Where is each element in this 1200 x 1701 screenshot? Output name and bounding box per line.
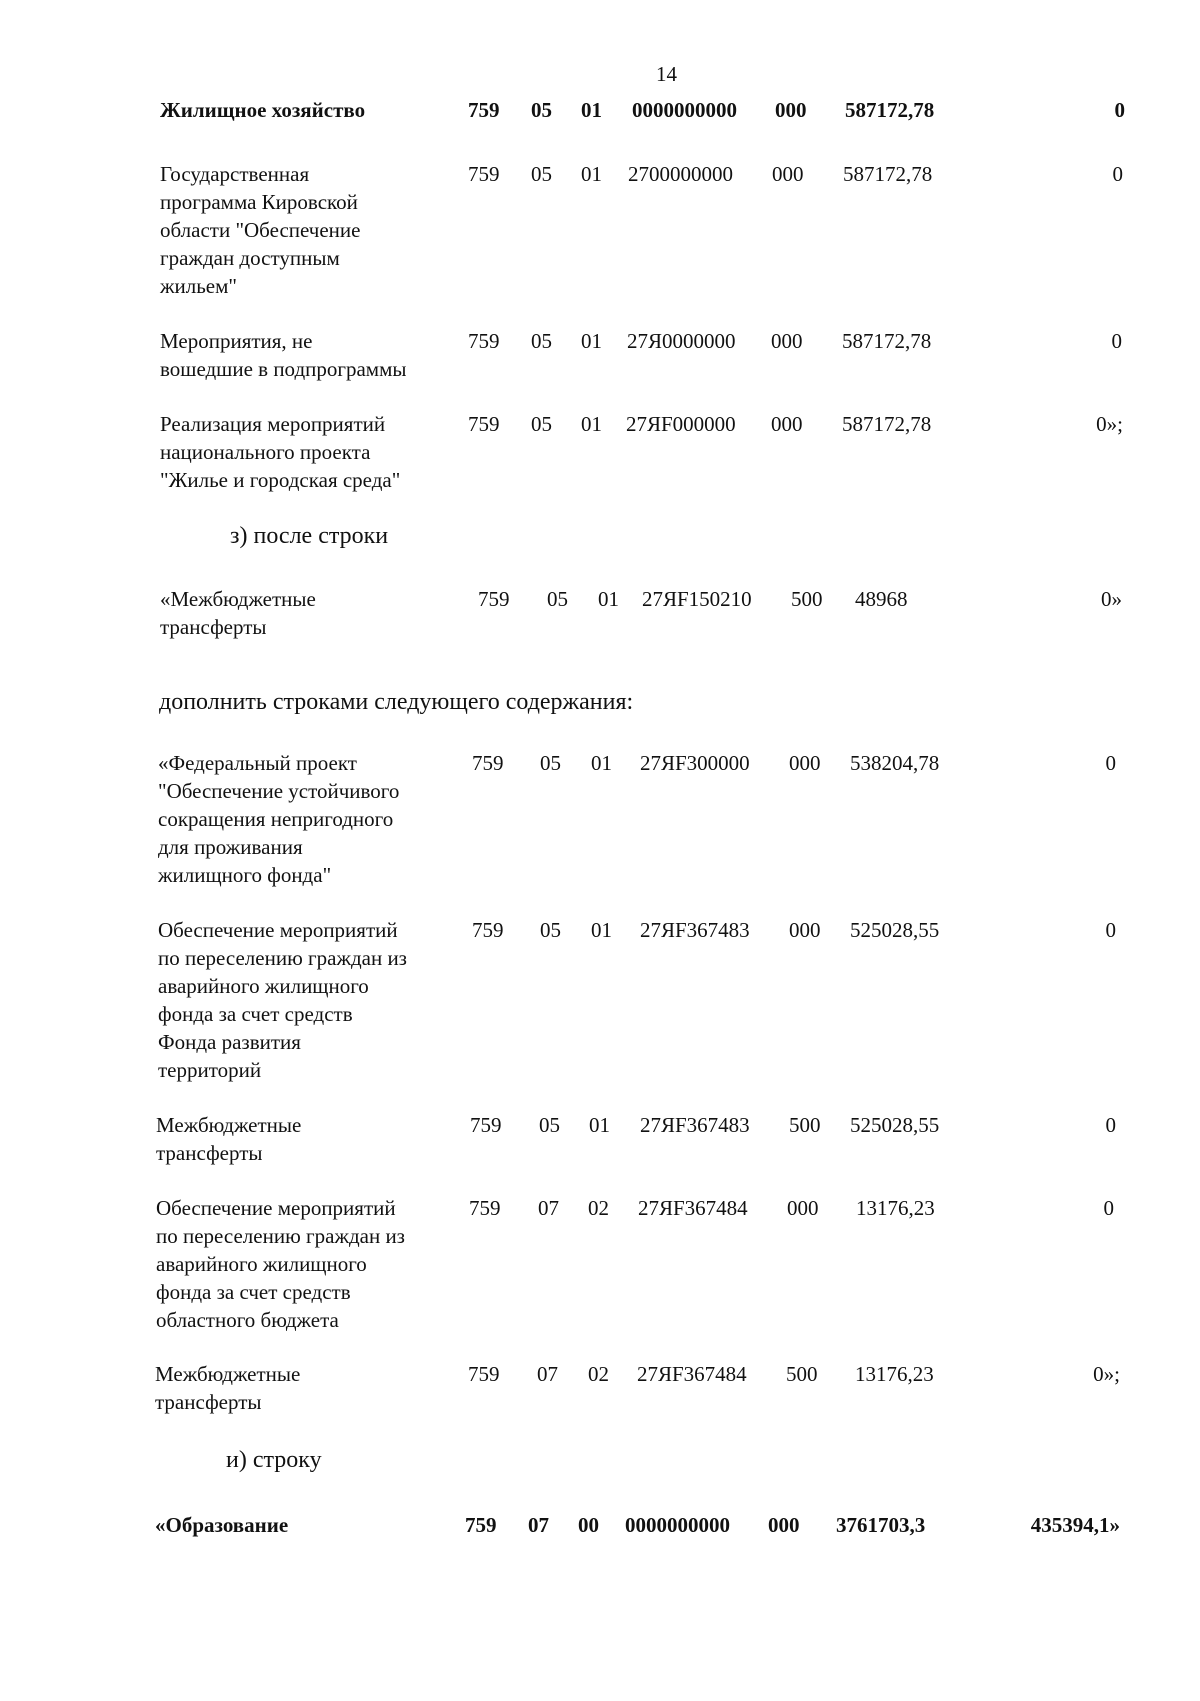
col-code-ministry: 759: [468, 329, 500, 353]
instruction-add-lines: дополнить строками следующего содержания:: [159, 689, 634, 715]
col-section: 07: [537, 1362, 558, 1386]
col-amount-federal: 0: [1105, 918, 1116, 942]
col-subsection: 02: [588, 1196, 609, 1220]
col-amount-federal: 0»;: [1096, 412, 1123, 436]
col-subsection: 01: [581, 98, 602, 122]
col-code-ministry: 759: [468, 162, 500, 186]
col-subsection: 01: [598, 587, 619, 611]
col-amount: 48968: [855, 587, 908, 611]
col-expense-type: 000: [787, 1196, 819, 1220]
col-subsection: 02: [588, 1362, 609, 1386]
instruction-after-line: з) после строки: [230, 523, 389, 549]
col-section: 05: [531, 412, 552, 436]
col-amount-federal: 0»;: [1093, 1362, 1120, 1386]
col-expense-type: 000: [775, 98, 807, 122]
col-target-article: 27ЯF300000: [640, 751, 750, 775]
col-subsection: 01: [581, 162, 602, 186]
col-amount: 13176,23: [855, 1362, 934, 1386]
page-number: 14: [656, 62, 677, 86]
col-amount-federal: 0: [1105, 751, 1116, 775]
col-section: 05: [539, 1113, 560, 1137]
col-section: 05: [531, 329, 552, 353]
row-name: Жилищное хозяйство: [160, 98, 366, 122]
col-code-ministry: 759: [468, 1362, 500, 1386]
col-amount: 587172,78: [842, 412, 932, 436]
col-target-article: 0000000000: [632, 98, 737, 122]
row-name: Мероприятия, не вошедшие в подпрограммы: [160, 329, 407, 381]
row-name: Межбюджетные трансферты: [156, 1113, 302, 1165]
col-target-article: 2700000000: [628, 162, 733, 186]
col-code-ministry: 759: [472, 918, 504, 942]
col-code-ministry: 759: [468, 412, 500, 436]
col-expense-type: 000: [772, 162, 804, 186]
col-expense-type: 500: [789, 1113, 821, 1137]
col-amount-federal: 0: [1114, 98, 1125, 122]
col-code-ministry: 759: [470, 1113, 502, 1137]
col-target-article: 27ЯF367484: [637, 1362, 747, 1386]
row-name: «Межбюджетные трансферты: [160, 587, 316, 639]
row-name: Обеспечение мероприятий по переселению граждан из аварийного жилищного фонда за счет средств Фонда развития территорий: [158, 918, 407, 1082]
col-subsection: 01: [581, 329, 602, 353]
col-expense-type: 500: [786, 1362, 818, 1386]
col-amount: 3761703,3: [836, 1513, 926, 1537]
col-amount: 525028,55: [850, 918, 940, 942]
col-section: 05: [540, 918, 561, 942]
col-code-ministry: 759: [478, 587, 510, 611]
col-subsection: 01: [589, 1113, 610, 1137]
col-code-ministry: 759: [465, 1513, 497, 1537]
col-amount: 587172,78: [843, 162, 933, 186]
col-section: 05: [531, 98, 552, 122]
col-section: 07: [528, 1513, 549, 1537]
col-subsection: 00: [578, 1513, 599, 1537]
col-target-article: 27Я0000000: [627, 329, 736, 353]
row-name: «Федеральный проект "Обеспечение устойчивого сокращения непригодного для проживания жилищного фонда": [158, 751, 400, 887]
col-section: 05: [547, 587, 568, 611]
col-amount: 538204,78: [850, 751, 940, 775]
col-amount: 13176,23: [856, 1196, 935, 1220]
col-section: 05: [531, 162, 552, 186]
col-target-article: 27ЯF000000: [626, 412, 736, 436]
col-code-ministry: 759: [469, 1196, 501, 1220]
instruction-line: и) строку: [226, 1447, 322, 1473]
col-amount: 587172,78: [842, 329, 932, 353]
row-name: Государственная программа Кировской области "Обеспечение граждан доступным жильем": [160, 162, 361, 298]
col-amount-federal: 0: [1105, 1113, 1116, 1137]
col-target-article: 27ЯF367483: [640, 918, 750, 942]
row-name: «Образование: [155, 1513, 289, 1537]
col-subsection: 01: [581, 412, 602, 436]
col-expense-type: 500: [791, 587, 823, 611]
col-target-article: 27ЯF367483: [640, 1113, 750, 1137]
col-expense-type: 000: [771, 412, 803, 436]
col-section: 07: [538, 1196, 559, 1220]
col-target-article: 27ЯF367484: [638, 1196, 748, 1220]
col-expense-type: 000: [789, 751, 821, 775]
col-code-ministry: 759: [472, 751, 504, 775]
col-amount-federal: 435394,1»: [1030, 1513, 1120, 1537]
col-amount: 587172,78: [845, 98, 935, 122]
col-amount: 525028,55: [850, 1113, 940, 1137]
col-target-article: 0000000000: [625, 1513, 730, 1537]
row-name: Межбюджетные трансферты: [155, 1362, 301, 1414]
col-subsection: 01: [591, 751, 612, 775]
col-amount-federal: 0: [1111, 329, 1122, 353]
col-section: 05: [540, 751, 561, 775]
col-amount-federal: 0»: [1101, 587, 1122, 611]
col-amount-federal: 0: [1103, 1196, 1114, 1220]
col-subsection: 01: [591, 918, 612, 942]
col-expense-type: 000: [768, 1513, 800, 1537]
col-amount-federal: 0: [1112, 162, 1123, 186]
row-name: Реализация мероприятий национального проекта "Жилье и городская среда": [160, 412, 401, 492]
col-expense-type: 000: [789, 918, 821, 942]
col-expense-type: 000: [771, 329, 803, 353]
col-target-article: 27ЯF150210: [642, 587, 752, 611]
col-code-ministry: 759: [468, 98, 500, 122]
row-name: Обеспечение мероприятий по переселению граждан из аварийного жилищного фонда за счет средств областного бюджета: [156, 1196, 405, 1332]
